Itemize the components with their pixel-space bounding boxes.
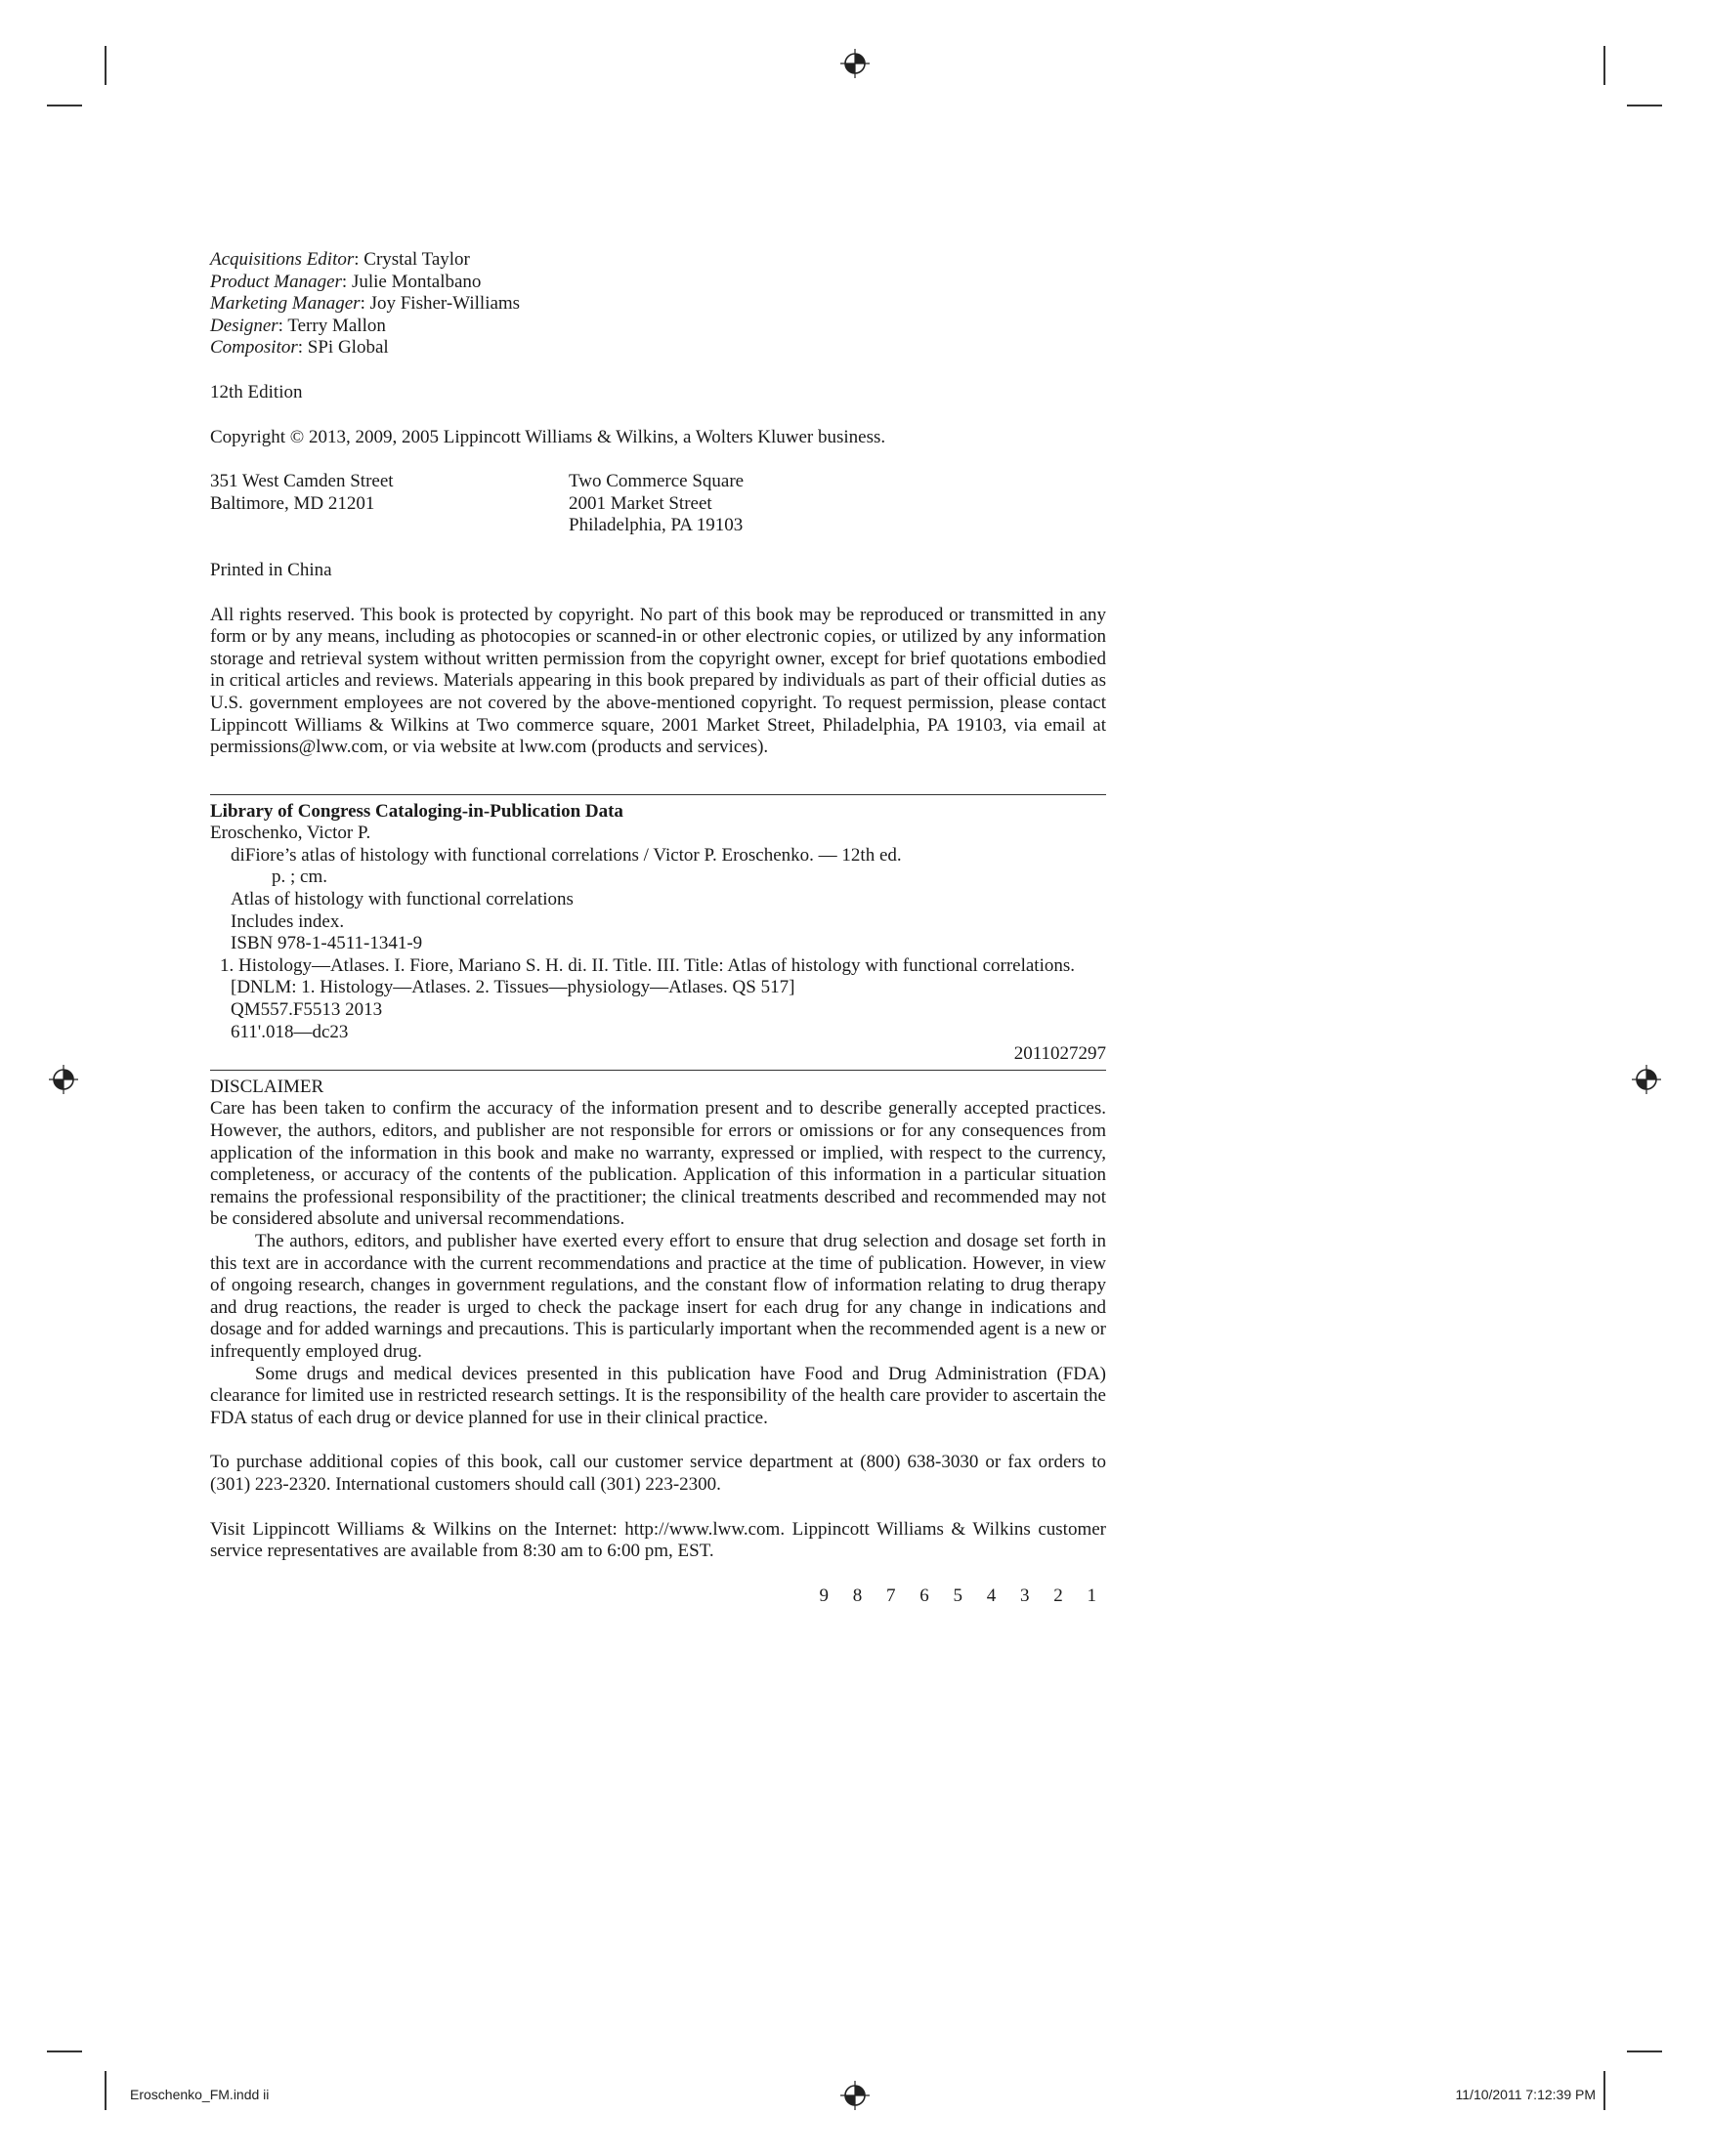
crop-mark [105, 2071, 107, 2110]
edition: 12th Edition [210, 381, 303, 402]
disclaimer-heading: DISCLAIMER [210, 1076, 324, 1097]
cip-isbn: ISBN 978-1-4511-1341-9 [231, 933, 423, 954]
credit-line: Compositor: SPi Global [210, 337, 389, 359]
copyright-page [210, 249, 1106, 1607]
cip-alt-title: Atlas of histology with functional correlations [231, 889, 574, 910]
cip-author: Eroschenko, Victor P. [210, 823, 371, 844]
copyright-line: Copyright © 2013, 2009, 2005 Lippincott Williams & Wilkins, a Wolters Kluwer business. [210, 426, 886, 447]
crop-mark [105, 46, 107, 85]
crop-mark [47, 2050, 82, 2052]
cip-dnlm: [DNLM: 1. Histology—Atlases. 2. Tissues—physiology—Atlases. QS 517] [231, 977, 795, 998]
disclaimer-paragraph: Some drugs and medical devices presented in this publication have Food and Drug Administration (FDA) clearance for limited use in restricted research settings. It is the responsibility of the health care provider to ascertain the FDA status of each drug or device planned for use in their clinical practice. [210, 1363, 1106, 1428]
printed-in: Printed in China [210, 559, 332, 580]
cip-block [210, 801, 1106, 1066]
crop-mark [47, 105, 82, 106]
purchase-info: To purchase additional copies of this book, call our customer service department at (800) 638-3030 or fax orders to (301) 223-2320. International customers should call (301) 223-2300. [210, 1452, 1106, 1495]
cip-lc-class: QM557.F5513 2013 [231, 999, 383, 1021]
credit-line: Designer: Terry Mallon [210, 315, 386, 336]
registration-mark-icon [49, 1065, 78, 1094]
cip-index: Includes index. [231, 910, 345, 932]
credits-block [210, 249, 1106, 359]
cip-dewey: 611'.018—dc23 [231, 1021, 349, 1042]
cip-book-title: diFiore’s atlas of histology with functional correlations / Victor P. Eroschenko. — 12th ed. [231, 844, 902, 866]
slug-filename: Eroschenko_FM.indd ii [130, 2087, 270, 2102]
cip-physical: p. ; cm. [272, 867, 327, 888]
slug-timestamp: 11/10/2011 7:12:39 PM [1455, 2087, 1596, 2102]
rights-statement: All rights reserved. This book is protected by copyright. No part of this book may be reproduced or transmitted in any form or by any means, including as photocopies or scanned-in or other electronic copies, or utilized by any information storage and retrieval system without written permission from the copyright owner, except for brief quotations embodied in critical articles and reviews. Materials appearing in this book prepared by individuals as part of their official duties as U.S. government employees are not covered by the above-mentioned copyright. To request permission, please contact Lippincott Williams & Wilkins at Two commerce square, 2001 Market Street, Philadelphia, PA 19103, via email at permissions@lww.com, or via website at lww.com (products and services). [210, 604, 1106, 758]
address-baltimore: 351 West Camden Street Baltimore, MD 21201 [210, 471, 394, 514]
disclaimer-block [210, 1077, 1106, 1430]
credit-line: Product Manager: Julie Montalbano [210, 271, 482, 292]
crop-mark [1603, 46, 1605, 85]
credit-line: Acquisitions Editor: Crystal Taylor [210, 249, 470, 270]
cip-title: Library of Congress Cataloging-in-Publication Data [210, 800, 623, 822]
crop-mark [1627, 2050, 1662, 2052]
registration-mark-icon [840, 2081, 870, 2110]
disclaimer-paragraph: Care has been taken to confirm the accuracy of the information present and to describe generally accepted practices. However, the authors, editors, and publisher are not responsible for errors or omissions or for any consequences from application of the information in this book and make no warranty, expressed or implied, with respect to the currency, completeness, or accuracy of the contents of the publication. Application of this information in a particular situation remains the professional responsibility of the practitioner; the clinical treatments described and recommended may not be considered absolute and universal recommendations. [210, 1098, 1106, 1230]
crop-mark [1627, 105, 1662, 106]
crop-mark [1603, 2071, 1605, 2110]
registration-mark-icon [1632, 1065, 1661, 1094]
visit-info: Visit Lippincott Williams & Wilkins on the Internet: http://www.lww.com. Lippincott Williams & Wilkins customer service representatives are available from 8:30 am to 6:00 pm, EST. [210, 1518, 1106, 1562]
registration-mark-icon [840, 49, 870, 78]
addresses [210, 471, 1106, 537]
cip-lccn: 2011027297 [1013, 1043, 1106, 1065]
credit-line: Marketing Manager: Joy Fisher-Williams [210, 293, 521, 315]
cip-subjects: 1. Histology—Atlases. I. Fiore, Mariano S. H. di. II. Title. III. Title: Atlas of histology with functional correlations. [220, 954, 1076, 976]
print-line: 9 8 7 6 5 4 3 2 1 [819, 1585, 1106, 1606]
address-philadelphia: Two Commerce Square 2001 Market Street Philadelphia, PA 19103 [569, 471, 745, 536]
disclaimer-paragraph: The authors, editors, and publisher have exerted every effort to ensure that drug selection and dosage set forth in this text are in accordance with the current recommendations and practice at the time of publication. However, in view of ongoing research, changes in government regulations, and the constant flow of information relating to drug therapy and drug reactions, the reader is urged to check the package insert for each drug for any change in indications and dosage and for added warnings and precautions. This is particularly important when the recommended agent is a new or infrequently employed drug. [210, 1230, 1106, 1362]
